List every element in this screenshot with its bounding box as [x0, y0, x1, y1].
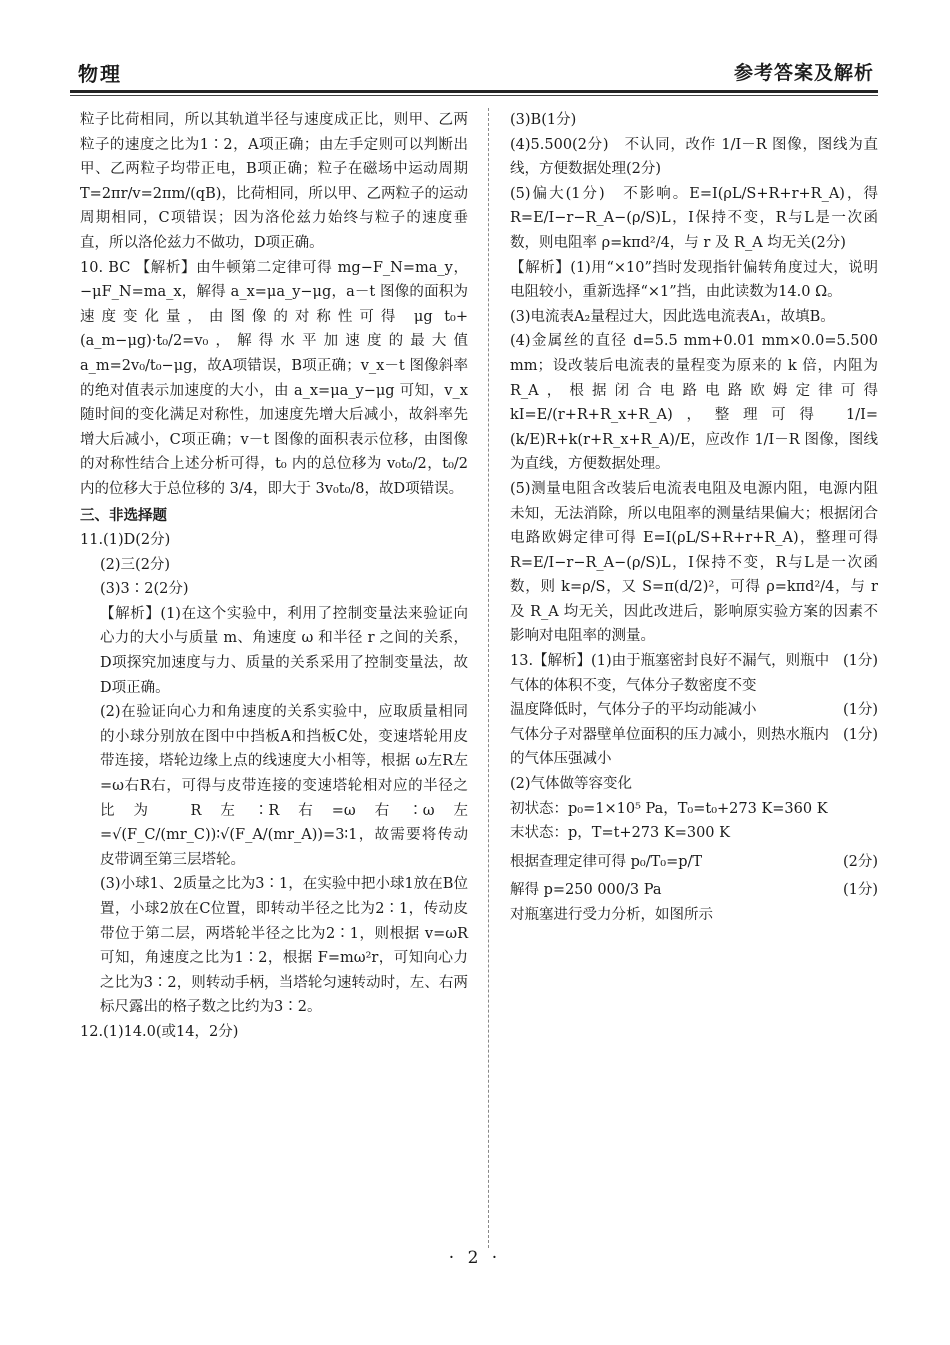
analysis-12-5: (5)测量电阻含改装后电流表电阻及电源内阻，电源内阻未知，无法消除，所以电阻率的测量结果偏大；根据闭合电路欧姆定律可得 E=I(ρL/S+R+r+R_A)，整理可得 R=E/I−r−R_A−(ρ/S)L，I保持不变，R与L是一次函数，则 k=ρ/S，又 S=π(d/2)²，可得 ρ=kπd²/4，与 r 及 R_A 均无关，因此改进后，影响原实验方案的因素不影响对电阻率的测量。 — [510, 480, 878, 645]
score-5: (1分) — [842, 882, 878, 899]
page-header — [70, 58, 878, 90]
initial-state: 初状态：p₀=1×10⁵ Pa，T₀=t₀+273 K=360 K — [510, 800, 828, 817]
answer-10: 10. BC 【解析】由牛顿第二定律可得 mg−F_N=ma_y，−μF_N=ma_x，解得 a_x=μa_y−μg，a－t 图像的面积为速度变化量，由图像的对称性可得 μg t₀+(a_m−μg)·t₀/2=v₀，解得水平加速度的最大值 a_m=2v₀/t₀−μg，故A项错误，B项正确；v_x－t 图像斜率的绝对值表示加速度的大小，由 a_x=μa_y−μg 可知，v_x 随时间的变化满足对称性，加速度先增大后减小，故斜率先增大后减小，C项正确；v－t 图像的面积表示位移，由图像的对称性结合上述分析可得，t₀ 内的总位移为 v₀t₀/2，t₀/2 内的位移大于总位移的 3/4，即大于 3v₀t₀/8，故D项错误。 — [80, 259, 468, 497]
header-rule — [70, 90, 878, 93]
solution-text: 解得 p=250 000/3 Pa — [510, 882, 662, 899]
answer-13-text-3: 气体分子对器壁单位面积的压力减小，则热水瓶内的气体压强减小 — [510, 726, 829, 768]
answer-13-text-2: 温度降低时，气体分子的平均动能减小 — [510, 702, 757, 719]
header-title: 参考答案及解析 — [733, 62, 874, 84]
answer-11-1: 11.(1)D(2分) — [80, 532, 171, 549]
charles-law-line — [510, 850, 878, 875]
analysis-12-3: (3)电流表A₂量程过大，因此选电流表A₁，故填B。 — [510, 308, 835, 325]
answer-12-4: (4)5.500(2分) 不认同，改作 1/I－R 图像，图线为直线，方便数据处理(2分) — [510, 136, 878, 178]
answer-11-3: (3)3∶2(2分) — [100, 581, 189, 598]
answer-9-continuation: 粒子比荷相同，所以其轨道半径与速度成正比，则甲、乙两粒子的速度之比为1∶2，A项正确；由左手定则可以判断出甲、乙两粒子均带正电，B项正确；粒子在磁场中运动周期 T=2πr/v=2πm/(qB)，比荷相同，所以甲、乙两粒子的运动周期相同，C项错误；因为洛伦兹力始终与粒子的速度垂直，所以洛伦兹力不做功，D项正确。 — [80, 112, 468, 251]
analysis-12-4: (4)金属丝的直径 d=5.5 mm+0.01 mm×0.0=5.500 mm；设改装后电流表的量程变为原来的 k 倍，内阻为 R_A，根据闭合电路电路欧姆定律可得 kI=E/(r+R+R_x+R_A)，整理可得 1/I=(k/E)R+k(r+R_x+R_A)/E，应改作 1/I－R 图像，图线为直线，方便数据处理。 — [510, 333, 878, 473]
answer-13-line-1 — [510, 649, 878, 698]
right-column — [510, 108, 878, 928]
answer-13-text-1: 13.【解析】(1)由于瓶塞密封良好不漏气，则瓶中气体的体积不变，气体分子数密度不变 — [510, 653, 830, 694]
force-analysis-line: 对瓶塞进行受力分析，如图所示 — [510, 907, 713, 923]
analysis-11-2: (2)在验证向心力和角速度的关系实验中，应取质量相同的小球分别放在图中中挡板A和挡板C处，变速塔轮用皮带连接，塔轮边缘上点的线速度大小相等，根据 ω左R左=ω右R右，可得与皮带连接的变速塔轮相对应的半径之比为 R左∶R右=ω右∶ω左=√(F_C/(mr_C))∶√(F_A/(mr_A))=3∶1，故需要将传动皮带调至第三层塔轮。 — [100, 704, 468, 868]
solution-line — [510, 878, 878, 903]
answer-13-line-2 — [510, 698, 878, 723]
answer-13-part-2: (2)气体做等容变化 — [510, 776, 633, 793]
page-number: · 2 · — [448, 1248, 502, 1268]
answer-11-2: (2)三(2分) — [100, 556, 171, 573]
analysis-12-1: 【解析】(1)用“×10”挡时发现指针偏转角度过大，说明电阻较小，重新选择“×1”挡，由此读数为14.0 Ω。 — [510, 259, 878, 301]
left-column — [80, 108, 468, 1045]
score-2: (1分) — [842, 702, 878, 719]
score-3: (1分) — [842, 726, 878, 743]
section-heading: 三、非选择题 — [80, 506, 167, 524]
score-4: (2分) — [842, 853, 878, 870]
answer-13-line-3 — [510, 723, 878, 772]
answer-12-5: (5)偏大(1分) 不影响。E=I(ρL/S+R+r+R_A)，得 R=E/I−r−R_A−(ρ/S)L，I保持不变，R与L是一次函数，则电阻率 ρ=kπd²/4，与 r 及 R_A 均无关(2分) — [510, 185, 878, 251]
analysis-11-3: (3)小球1、2质量之比为3∶1，在实验中把小球1放在B位置，小球2放在C位置，即转动半径之比为2∶1，传动皮带位于第二层，两塔轮半径之比为2∶1，则根据 v=ωR 可知，角速度之比为1∶2，根据 F=mω²r，可知向心力之比为3∶2，则转动手柄，当塔轮匀速转动时，左、右两标尺露出的格子数之比约为3∶2。 — [100, 876, 468, 1016]
final-state: 末状态：p，T=t+273 K=300 K — [510, 825, 730, 842]
answer-12-1: 12.(1)14.0(或14，2分) — [80, 1023, 239, 1040]
charles-law-text: 根据查理定律可得 p₀/T₀=p/T — [510, 853, 703, 870]
score-1: (1分) — [842, 653, 878, 670]
column-divider — [488, 108, 489, 1248]
analysis-11-1: 【解析】(1)在这个实验中，利用了控制变量法来验证向心力的大小与质量 m、角速度 ω 和半径 r 之间的关系，D项探究加速度与力、质量的关系采用了控制变量法，故D项正确。 — [100, 605, 468, 696]
subject-label: 物理 — [78, 62, 122, 86]
answer-12-3: (3)B(1分) — [510, 112, 577, 128]
header-rule-thin — [70, 95, 878, 96]
